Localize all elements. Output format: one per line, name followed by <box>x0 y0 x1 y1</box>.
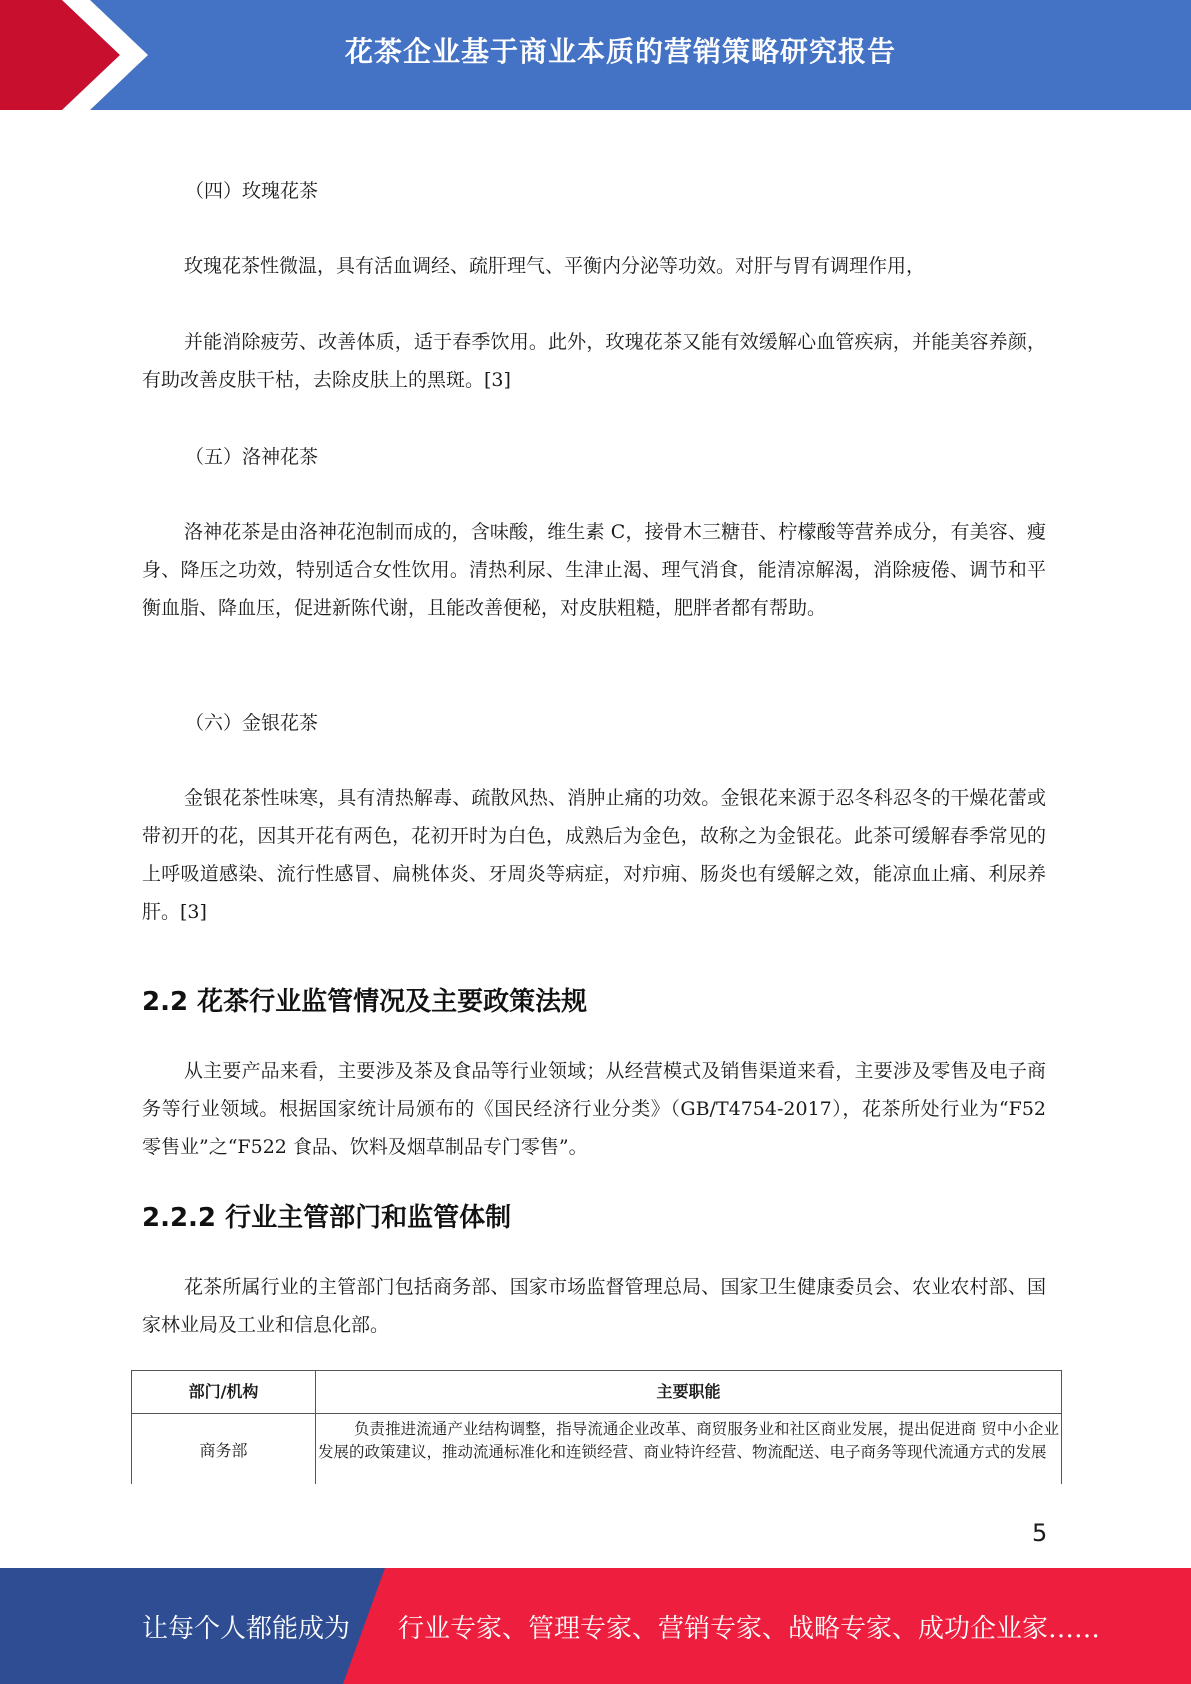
table-cell-dept: 商务部 <box>132 1414 316 1484</box>
table-header-row <box>132 1371 1061 1413</box>
footer-slogan-left: 让每个人都能成为 <box>142 1614 351 1644</box>
paragraph-honeysuckle-tea: 金银花茶性味寒，具有清热解毒、疏散风热、消肿止痛的功效。金银花来源于忍冬科忍冬的干燥花蕾或带初开的花，因其开花有两色，花初开时为白色，成熟后为金色，故称之为金银花。此茶可缓解春季常见的上呼吸道感染、流行性感冒、扁桃体炎、牙周炎等病症，对疖痈、肠炎也有缓解之效，能凉血止痛、利尿养肝。[3] <box>142 787 1046 923</box>
paragraph-rose-tea-1: 玫瑰花茶性微温，具有活血调经、疏肝理气、平衡内分泌等功效。对肝与胃有调理作用， <box>184 255 926 277</box>
table-header-duty: 主要职能 <box>656 1382 721 1401</box>
regulator-table <box>131 1370 1062 1484</box>
paragraph-rose-tea-2: 并能消除疲劳、改善体质，适于春季饮用。此外，玫瑰花茶又能有效缓解心血管疾病，并能美容养颜，有助改善皮肤干枯，去除皮肤上的黑斑。[3] <box>142 331 1046 391</box>
subheading-roselle-tea: （五）洛神花茶 <box>185 446 319 468</box>
subheading-rose-tea: （四）玫瑰花茶 <box>185 180 319 202</box>
table-cell-duty: 负责推进流通产业结构调整，指导流通企业改革、商贸服务业和社区商业发展，提出促进商 贸中小企业发展的政策建议，推动流通标准化和连锁经营、商业特许经营、物流配送、电子商务等现代流通方式的发展 <box>318 1420 1059 1461</box>
section-heading-2-2: 2.2 花茶行业监管情况及主要政策法规 <box>142 987 588 1017</box>
page-number: 5 <box>1032 1519 1048 1547</box>
document-title: 花茶企业基于商业本质的营销策略研究报告 <box>344 35 896 68</box>
table-row <box>132 1413 1061 1484</box>
subheading-honeysuckle-tea: （六）金银花茶 <box>185 712 319 734</box>
paragraph-roselle-tea: 洛神花茶是由洛神花泡制而成的，含味酸，维生素 C，接骨木三糖苷、柠檬酸等营养成分，有美容、瘦身、降压之功效，特别适合女性饮用。清热利尿、生津止渴、理气消食，能清凉解渴，消除疲倦、调节和平衡血脂、降血压，促进新陈代谢，且能改善便秘，对皮肤粗糙，肥胖者都有帮助。 <box>142 521 1046 619</box>
footer-slogan-right: 行业专家、管理专家、营销专家、战略专家、成功企业家…… <box>398 1614 1101 1644</box>
header-banner <box>0 0 1191 110</box>
paragraph-section-2-2: 从主要产品来看，主要涉及茶及食品等行业领域；从经营模式及销售渠道来看，主要涉及零售及电子商务等行业领域。根据国家统计局颁布的《国民经济行业分类》（GB/T4754-2017），花茶所处行业为“F52 零售业”之“F522 食品、饮料及烟草制品专门零售”。 <box>142 1060 1046 1158</box>
footer-banner <box>0 1568 1191 1684</box>
section-heading-2-2-2: 2.2.2 行业主管部门和监管体制 <box>142 1203 512 1233</box>
paragraph-section-2-2-2: 花茶所属行业的主管部门包括商务部、国家市场监督管理总局、国家卫生健康委员会、农业农村部、国家林业局及工业和信息化部。 <box>142 1276 1046 1336</box>
table-header-dept: 部门/机构 <box>132 1371 316 1413</box>
